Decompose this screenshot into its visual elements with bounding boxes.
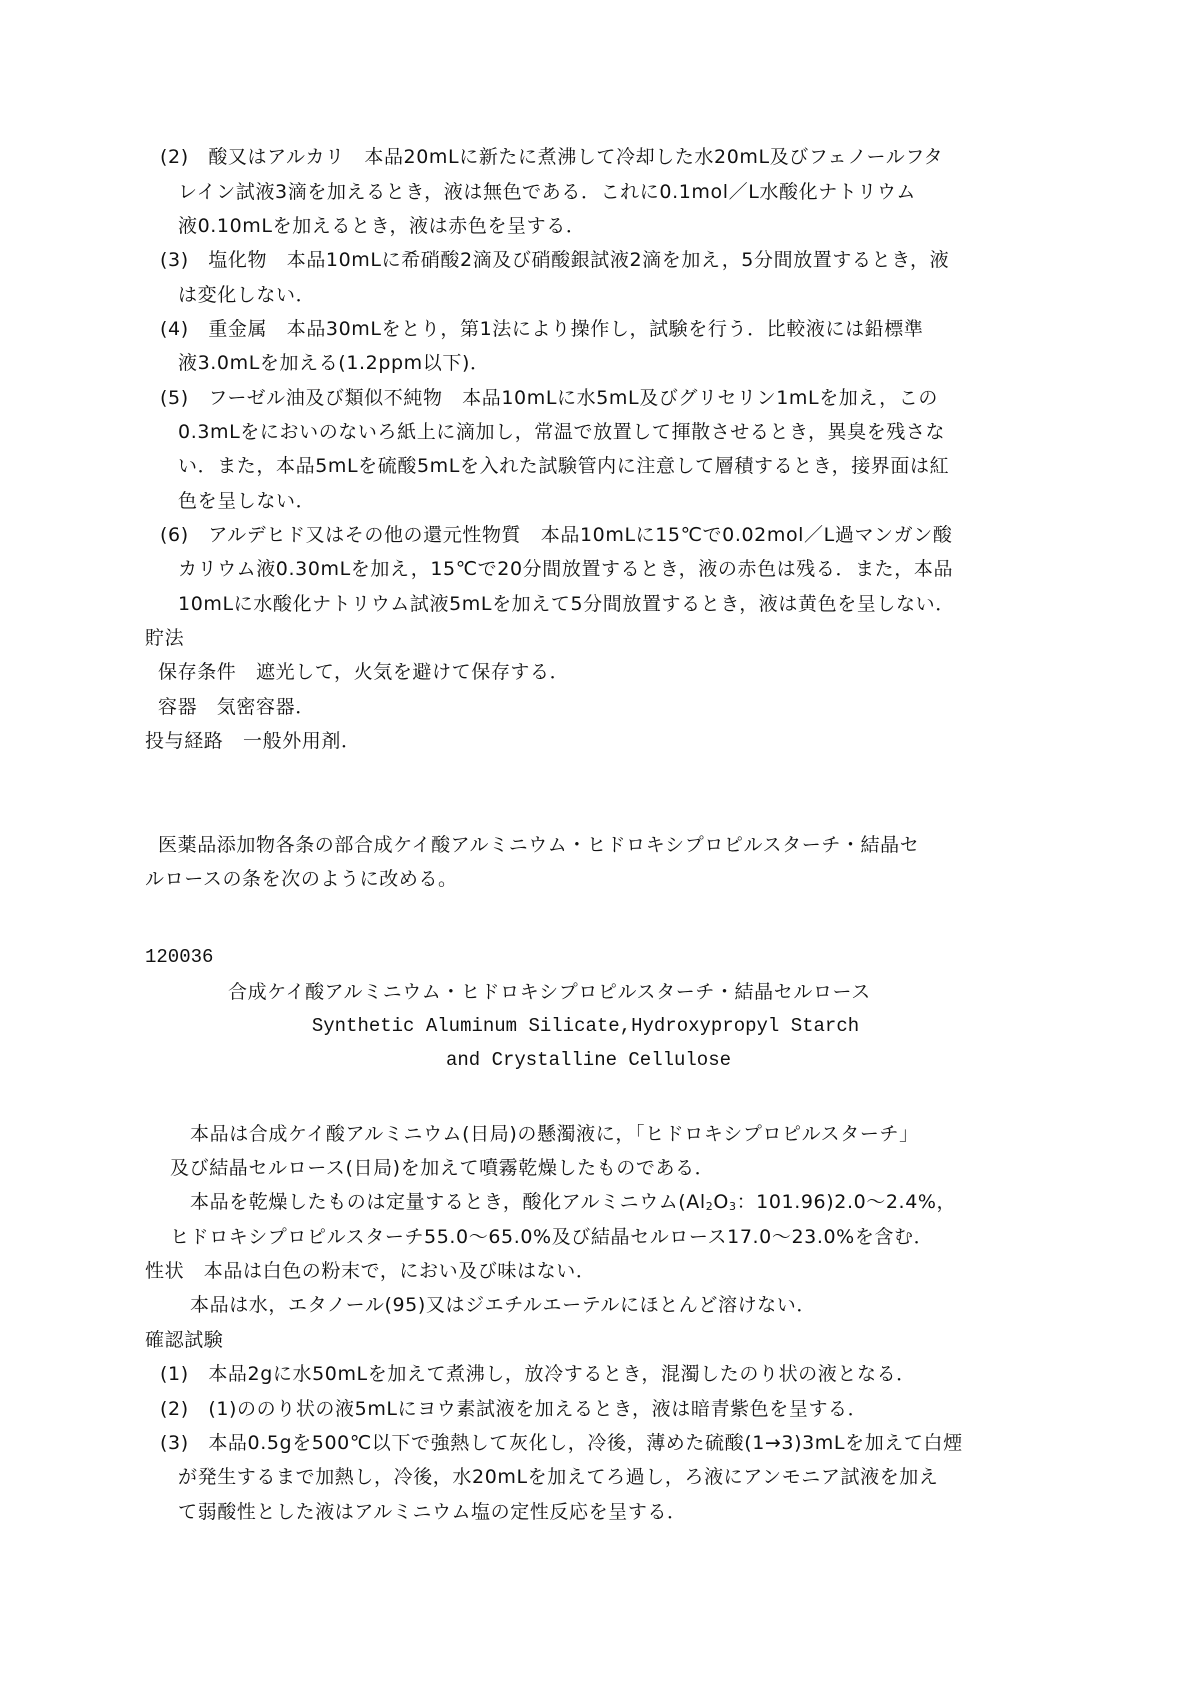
text-line: は変化しない． [178,284,316,306]
identification-test-2: (2) (1)ののり状の液5mLにヨウ素試液を加えるとき，液は暗青紫色を呈する． [160,1398,868,1420]
description-heading-line: 性状 本品は白色の粉末で，におい及び味はない． [145,1260,596,1282]
text-line: (5) フーゼル油及び類似不純物 本品10mLに水5mL及びグリセリン1mLを加え，この [160,387,938,409]
text-line: て弱酸性とした液はアルミニウム塩の定性反応を呈する． [178,1501,687,1523]
text-line: 0.3mLをにおいのないろ紙上に滴加し，常温で放置して揮散させるとき，異臭を残さな [178,421,946,443]
administration-route: 投与経路 一般外用剤． [145,730,361,752]
text-line: カリウム液0.30mLを加え，15℃で20分間放置するとき，液の赤色は残る．また，本品 [178,558,954,580]
storage-conditions: 保存条件 遮光して，火気を避けて保存する． [158,661,570,683]
section-heading: 確認試験 [145,1329,224,1351]
text-line: 本品は合成ケイ酸アルミニウム(日局)の懸濁液に，「ヒドロキシプロピルスターチ」 [190,1123,919,1145]
text-line: (6) アルデヒド又はその他の還元性物質 本品10mLに15℃で0.02mol／L過マンガン酸 [160,524,953,546]
monograph-code: 120036 [145,946,214,968]
assay-line [190,1190,956,1214]
monograph-title-ja: 合成ケイ酸アルミニウム・ヒドロキシプロピルスターチ・結晶セルロース [228,981,871,1003]
solubility-line: 本品は水，エタノール(95)又はジエチルエーテルにほとんど溶けない． [190,1294,816,1316]
text-line: 医薬品添加物各条の部合成ケイ酸アルミニウム・ヒドロキシプロピルスターチ・結晶セ [158,834,920,856]
text-line: 10mLに水酸化ナトリウム試液5mLを加えて5分間放置するとき，液は黄色を呈しない． [178,593,955,615]
text-line: 色を呈しない． [178,490,316,512]
subscript: 3 [728,1200,737,1213]
text-line: ヒドロキシプロピルスターチ55.0～65.0%及び結晶セルロース17.0～23.0%を含む． [170,1226,934,1248]
text-line: (4) 重金属 本品30mLをとり，第1法により操作し，試験を行う．比較液には鉛標準 [160,318,924,340]
assay-mid: O [713,1191,729,1213]
section-heading: 貯法 [145,627,185,649]
text-line: 液0.10mLを加えるとき，液は赤色を呈する． [178,215,586,237]
text-line: 及び結晶セルロース(日局)を加えて噴霧乾燥したものである． [170,1157,715,1179]
monograph-title-en-line1: Synthetic Aluminum Silicate,Hydroxypropyl Starch [311,1015,860,1037]
monograph-title-en-line2: and Crystalline Cellulose [445,1049,732,1071]
text-line: い．また，本品5mLを硫酸5mLを入れた試験管内に注意して層積するとき，接界面は紅 [178,455,950,477]
text-line: 液3.0mLを加える(1.2ppm以下)． [178,352,490,374]
text-line: (2) 酸又はアルカリ 本品20mLに新たに煮沸して冷却した水20mL及びフェノールフタ [160,146,944,168]
identification-test-1: (1) 本品2gに水50mLを加えて煮沸し，放冷するとき，混濁したのり状の液となる． [160,1363,916,1385]
storage-container: 容器 気密容器． [158,696,315,718]
subscript: 2 [705,1200,714,1213]
text-line: レイン試液3滴を加えるとき，液は無色である．これに0.1mol／L水酸化ナトリウム [178,181,917,203]
assay-prefix: 本品を乾燥したものは定量するとき，酸化アルミニウム(Al [190,1191,706,1213]
text-line: ルロースの条を次のように改める。 [145,868,458,890]
text-line: が発生するまで加熱し，冷後，水20mLを加えてろ過し，ろ液にアンモニア試液を加え [178,1466,939,1488]
text-line: (3) 塩化物 本品10mLに希硝酸2滴及び硝酸銀試液2滴を加え，5分間放置するとき，液 [160,249,950,271]
identification-test-3: (3) 本品0.5gを500℃以下で強熱して灰化し，冷後，薄めた硫酸(1→3)3mLを加えて白煙 [160,1432,963,1454]
assay-suffix: ：101.96)2.0～2.4%， [736,1191,957,1213]
